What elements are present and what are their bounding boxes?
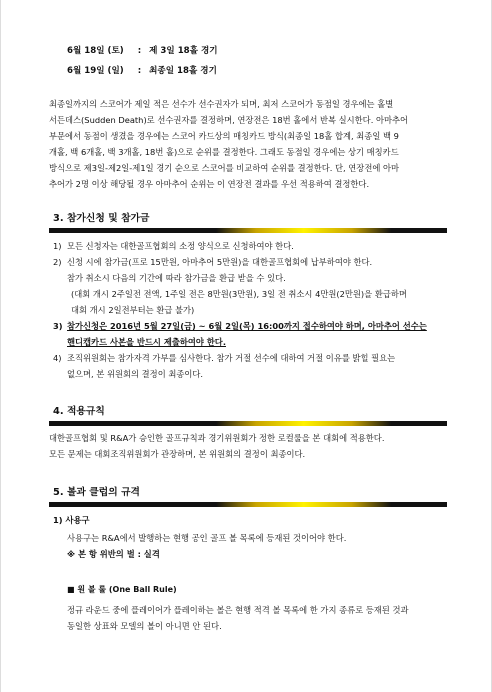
schedule-date: 6월 18일 (토) — [67, 46, 124, 56]
section-divider — [49, 502, 447, 507]
item-text: 조직위원회는 참가자격 가부를 심사한다. 참가 거절 선수에 대하여 거절 이유를 밝힐 필요는 — [67, 353, 396, 363]
schedule-row-1 — [67, 44, 218, 56]
item-number: 4) — [53, 353, 62, 363]
bullet-text: 동일한 상표와 모델의 볼이 아니면 안 된다. — [67, 621, 222, 631]
paragraph-line: 대한골프협회 및 R&A가 승인한 골프규칙과 경기위원회가 정한 로컬룰을 본 대회에 적용한다. — [49, 433, 385, 443]
paragraph-line: 서든데스(Sudden Death)로 선수권자를 결정하며, 연장전은 18번 홀에서 반복 실시한다. 아마추어 — [49, 115, 409, 125]
item-subtext — [67, 334, 226, 350]
schedule-desc: 제 3일 18홀 경기 — [149, 46, 218, 56]
section-4-header — [49, 405, 447, 426]
tiebreak-paragraph — [49, 96, 449, 192]
item-text: 핸디캡카드 사본을 반드시 제출하여야 한다. — [67, 337, 226, 347]
item-subtext: 없으며, 본 위원회의 결정이 최종이다. — [67, 369, 204, 379]
section-title: 3. 참가신청 및 참가금 — [53, 213, 150, 224]
schedule-row-2 — [67, 64, 217, 76]
item-text: 참가신청은 2016년 5월 27일(금) ~ 6월 2일(목) 16:00까지 접수하여야 하며, 아마추어 선수는 — [67, 321, 427, 331]
section-title: 4. 적용규칙 — [53, 406, 105, 417]
schedule-sep: : — [137, 66, 142, 76]
schedule-sep: : — [137, 46, 142, 56]
subsection-text: 사용구는 R&A에서 발행하는 현행 공인 골프 볼 목록에 등재된 것이어야 한다. — [67, 533, 347, 543]
section-title: 5. 볼과 클럽의 규격 — [53, 487, 141, 498]
item-subtext: (대회 개시 2주일전 전액, 1주일 전은 8만원(3만원), 3일 전 취소시 4만원(2만원)을 환급하며 — [71, 289, 407, 299]
list-item — [53, 318, 449, 334]
item-text: 모든 신청자는 대한골프협회의 소정 양식으로 신청하여야 한다. — [67, 241, 294, 251]
paragraph-line: 추어가 2명 이상 해당될 경우 아마추어 순위는 이 연장전 결과를 우선 적용하여 결정한다. — [49, 179, 370, 189]
item-text: 신청 시에 참가금(프로 15만원, 아마추어 5만원)을 대한골프협회에 납부하여야 한다. — [67, 257, 373, 267]
list-item — [53, 238, 449, 254]
rules-paragraph — [49, 430, 449, 462]
paragraph-line: 부문에서 동점이 생겼을 경우에는 스코어 카드상의 매칭카드 방식(최종일 18홀 합계, 최종일 백 9 — [49, 131, 399, 141]
list-item — [53, 350, 449, 366]
paragraph-line: 최종일까지의 스코어가 제일 적은 선수가 선수권자가 되며, 최저 스코어가 동점일 경우에는 홀별 — [49, 99, 394, 109]
paragraph-line: 개홀, 백 6개홀, 백 3개홀, 18번 홀)으로 순위를 결정한다. 그래도 동점일 경우에는 상기 매칭카드 — [49, 147, 399, 157]
section-divider — [49, 421, 447, 426]
item-subtext: 대회 개시 2일전부터는 환급 불가) — [71, 305, 195, 315]
item-subtext: 참가 취소시 다음의 기간에 따라 참가금을 환급 받을 수 있다. — [67, 273, 286, 283]
item-number: 2) — [53, 257, 62, 267]
paragraph-line: 방식으로 제3일-제2일-제1일 경기 순으로 스코어를 비교하여 순위를 결정한다. 단, 연장전에 아마 — [49, 163, 400, 173]
schedule-desc: 최종일 18홀 경기 — [149, 66, 217, 76]
section-5-header — [49, 486, 447, 507]
subsection-title: 1) 사용구 — [53, 515, 90, 525]
list-item — [53, 254, 449, 270]
paragraph-line: 모든 문제는 대회조직위원회가 관장하며, 본 위원회의 결정이 최종이다. — [49, 449, 306, 459]
item-number: 3) — [53, 321, 63, 331]
section-divider — [49, 228, 447, 233]
schedule-date: 6월 19일 (일) — [67, 66, 124, 76]
bullet-title: ■ 원 볼 룰 (One Ball Rule) — [67, 585, 177, 594]
section-3-header — [49, 212, 447, 233]
bullet-text: 정규 라운드 중에 플레이어가 플레이하는 볼은 현행 적격 볼 목록에 한 가지 종류로 등재된 것과 — [67, 605, 409, 615]
penalty-note: ※ 본 항 위반의 벌 : 실격 — [67, 549, 160, 559]
item-number: 1) — [53, 241, 62, 251]
